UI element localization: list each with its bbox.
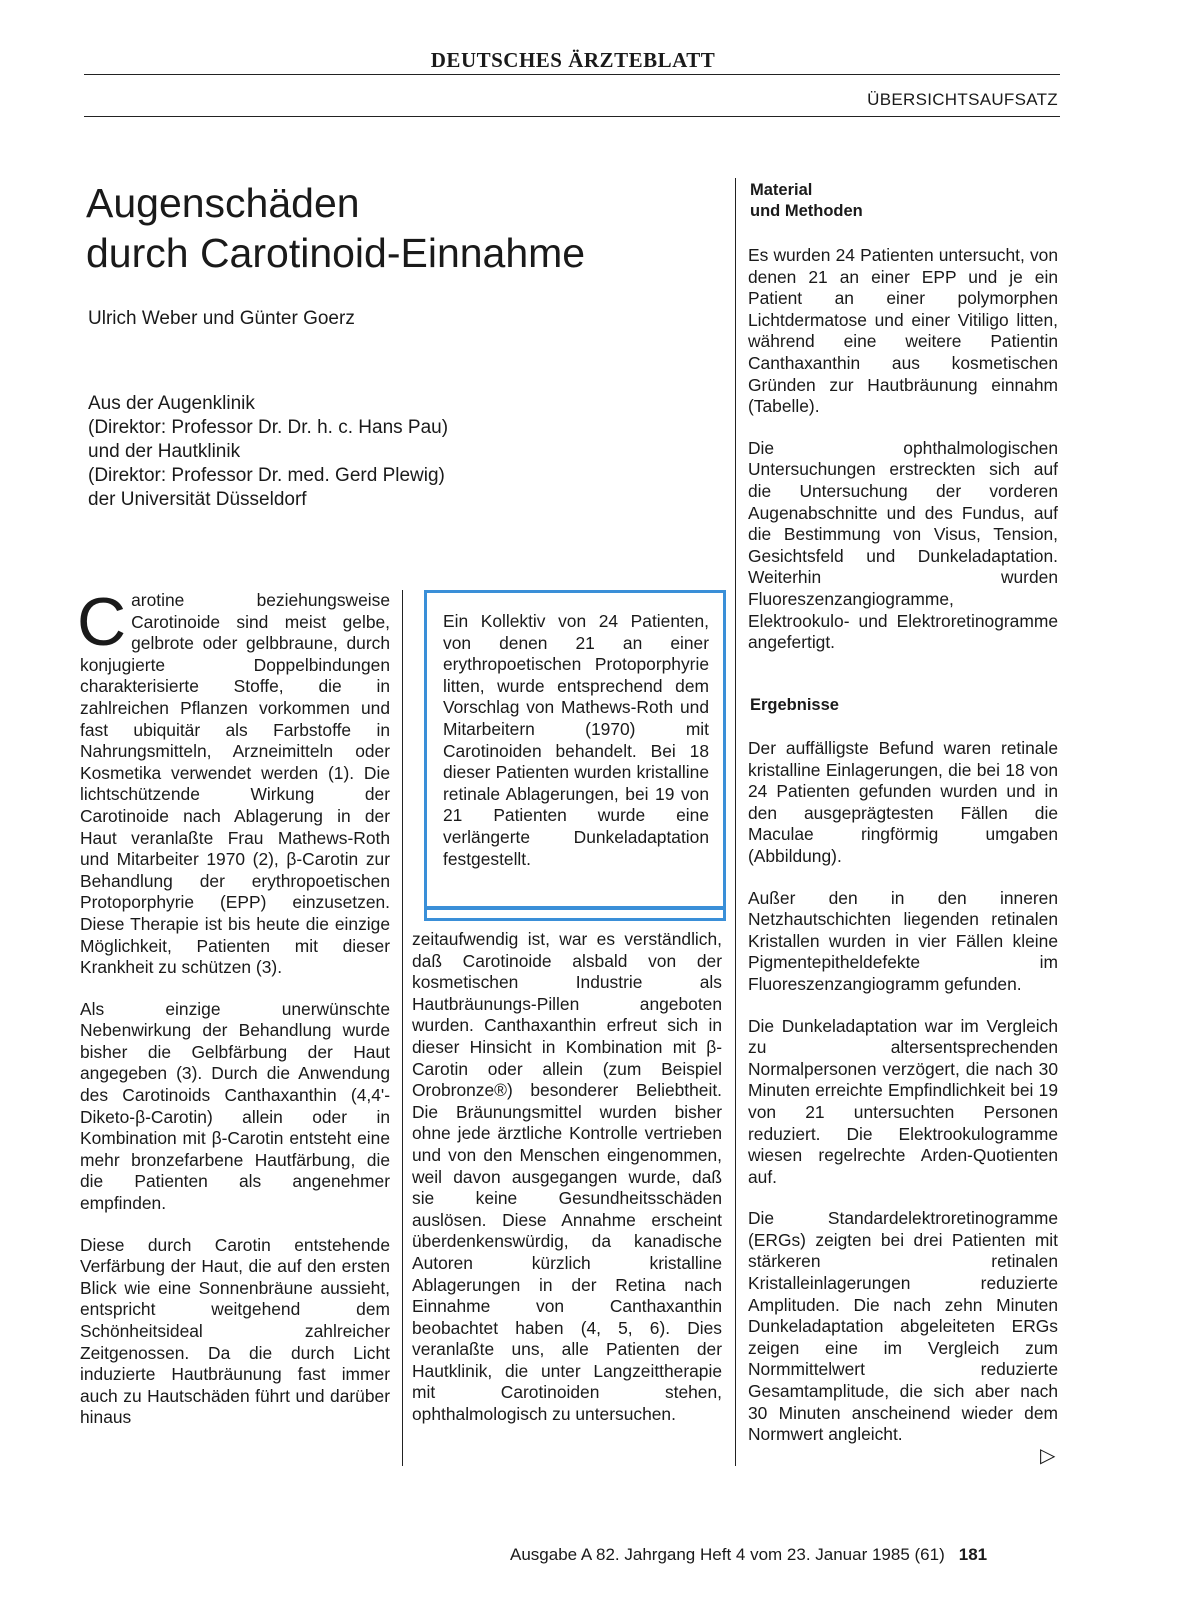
section-heading-methods: Material und Methoden: [750, 181, 863, 220]
edition-info: Ausgabe A 82. Jahrgang Heft 4 vom 23. Januar 1985 (61): [510, 1545, 945, 1564]
paragraph: Carotine beziehungsweise Carotinoide sind meist gelbe, gelbrote oder gelbbraune, durch konjugierte Doppelbindungen charakterisierte Stoffe, die in zahlreichen Pflanzen vorkommen und fast ubiquitär als Farbstoffe in Nahrungsmitteln, Arzneimitteln oder Kosmetika verwendet werden (1). Die lichtschützende Wirkung der Carotinoide nach Ablagerung in der Haut veranlaßte Frau Mathews-Roth und Mitarbeiter 1970 (2), β-Carotin zur Behandlung der erythropoetischen Protoporphyrie (EPP) einzusetzen. Diese Therapie ist bis heute die einzige Möglichkeit, Patienten mit dieser Krankheit zu schützen (3).: [77, 584, 390, 978]
authors: Ulrich Weber und Günter Goerz: [88, 308, 355, 329]
section-heading-results: Ergebnisse: [750, 696, 839, 714]
paragraph: Außer den in den inneren Netzhautschichten liegenden retinalen Kristallen wurden in vier Fällen kleine Pigmentepitheldefekte im Fluoreszenzangiogramm gefunden.: [748, 887, 1058, 994]
paragraph: Die ophthalmologischen Untersuchungen erstreckten sich auf die Untersuchung der vorderen Augenabschnitte und des Fundus, auf die Bestimmung von Visus, Tension, Gesichtsfeld und Dunkeladaptation. Weiterhin wurden Fluoreszenzangiogramme, Elektrookulo- und Elektroretinogramme angefertigt.: [748, 437, 1058, 653]
drop-cap: C: [77, 584, 127, 660]
masthead: DEUTSCHES ÄRZTEBLATT: [430, 48, 716, 72]
header-rule-top: [84, 74, 1060, 75]
summary-box: Ein Kollektiv von 24 Patienten, von denen 21 an einer erythropoetischen Protoporphyrie litten, wurde entsprechend dem Vorschlag von Mathews-Roth und Mitarbeitern (1970) mit Carotinoiden behandelt. Bei 18 dieser Patienten wurden kristalline retinale Ablagerungen, bei 19 von 21 Patienten wurde eine verlängerte Dunkeladaptation festgestellt.: [424, 590, 726, 921]
summary-box-accent: [424, 906, 724, 910]
column-2: [412, 929, 722, 1446]
affiliation-line: der Universität Düsseldorf: [88, 489, 307, 510]
section-label: ÜBERSICHTSAUFSATZ: [867, 90, 1058, 109]
paragraph: Diese durch Carotin entstehende Verfärbung der Haut, die auf den ersten Blick wie eine Sonnenbräune aussieht, entspricht weitgehend dem Schönheitsideal zahlreicher Zeitgenossen. Da die durch Licht induzierte Hautbräunung fast immer auch zu Hautschäden führt und darüber hinaus: [80, 1234, 390, 1428]
paragraph: Als einzige unerwünschte Nebenwirkung der Behandlung wurde bisher die Gelbfärbung der Haut angegeben (3). Durch die Anwendung des Carotinoids Canthaxanthin (4,4'-Diketo-β-Carotin) allein oder in Kombination mit β-Carotin entsteht eine mehr bronzefarbene Hautfärbung, die die Patienten als angenehmer empfinden.: [80, 998, 390, 1214]
column-3-results: [748, 738, 1058, 1466]
column-1: [77, 584, 390, 1449]
page-number: 181: [958, 1545, 988, 1564]
continue-arrow-icon: ▷: [1040, 1445, 1056, 1467]
affiliation-line: Aus der Augenklinik: [88, 393, 255, 414]
title-line-1: Augenschäden: [86, 180, 360, 226]
column-divider-1: [402, 590, 403, 1466]
column-3: [748, 245, 1058, 674]
affiliation: [88, 392, 448, 512]
paragraph: zeitaufwendig ist, war es verständlich, daß Carotinoide alsbald von der kosmetischen Industrie als Hautbräunungs-Pillen angeboten wurden. Canthaxanthin erfreut sich in dieser Hinsicht in Kombination mit β-Carotin oder allein (zum Beispiel Orobronze®) besonderer Beliebtheit. Die Bräunungsmittel wurden bisher ohne jede ärztliche Kontrolle vertrieben und von den Menschen eingenommen, weil davon ausgegangen wurde, daß sie keine Gesundheitsschäden auslösen. Diese Annahme erscheint überdenkenswürdig, da kanadische Autoren kürzlich kristalline Ablagerungen in der Retina nach Einnahme von Canthaxanthin beobachtet haben (4, 5, 6). Dies veranlaßte uns, alle Patienten der Hautklinik, die unter Langzeittherapie mit Carotinoiden stehen, ophthalmologisch zu untersuchen.: [412, 929, 722, 1425]
affiliation-line: und der Hautklinik: [88, 441, 241, 462]
header-rule-bottom: [84, 116, 1060, 117]
title-line-2: durch Carotinoid-Einnahme: [86, 230, 586, 276]
affiliation-line: (Direktor: Professor Dr. med. Gerd Plewig): [88, 465, 445, 486]
page-footer: [510, 1545, 987, 1565]
paragraph: Die Standardelektroretinogramme (ERGs) zeigten bei drei Patienten mit stärkeren retinalen Kristalleinlagerungen reduzierte Amplituden. Die nach zehn Minuten Dunkeladaptation abgeleiteten ERGs zeigen eine im Vergleich zum Normmittelwert reduzierte Gesamtamplitude, die sich aber nach 30 Minuten anscheinend wieder dem Normwert angleicht.: [748, 1208, 1058, 1445]
article-title: [86, 178, 585, 278]
affiliation-line: (Direktor: Professor Dr. Dr. h. c. Hans Pau): [88, 417, 449, 438]
column-divider-2: [735, 178, 736, 1466]
paragraph: Es wurden 24 Patienten untersucht, von denen 21 an einer EPP und je ein Patient an einer polymorphen Lichtdermatose und einer Vitiligo litten, während eine weitere Patientin Canthaxanthin aus kosmetischen Gründen zur Hautbräunung einnahm (Tabelle).: [748, 245, 1058, 417]
paragraph: Die Dunkeladaptation war im Vergleich zu altersentsprechenden Normalpersonen verzögert, die nach 30 Minuten erreichte Empfindlichkeit bei 19 von 21 untersuchten Personen reduziert. Die Elektrookulogramme wiesen regelrechte Arden-Quotienten auf.: [748, 1015, 1058, 1187]
paragraph: Der auffälligste Befund waren retinale kristalline Einlagerungen, die bei 18 von 24 Patienten gefunden wurden und in den ausgeprägtesten Fällen die Maculae ringförmig umgaben (Abbildung).: [748, 738, 1058, 866]
